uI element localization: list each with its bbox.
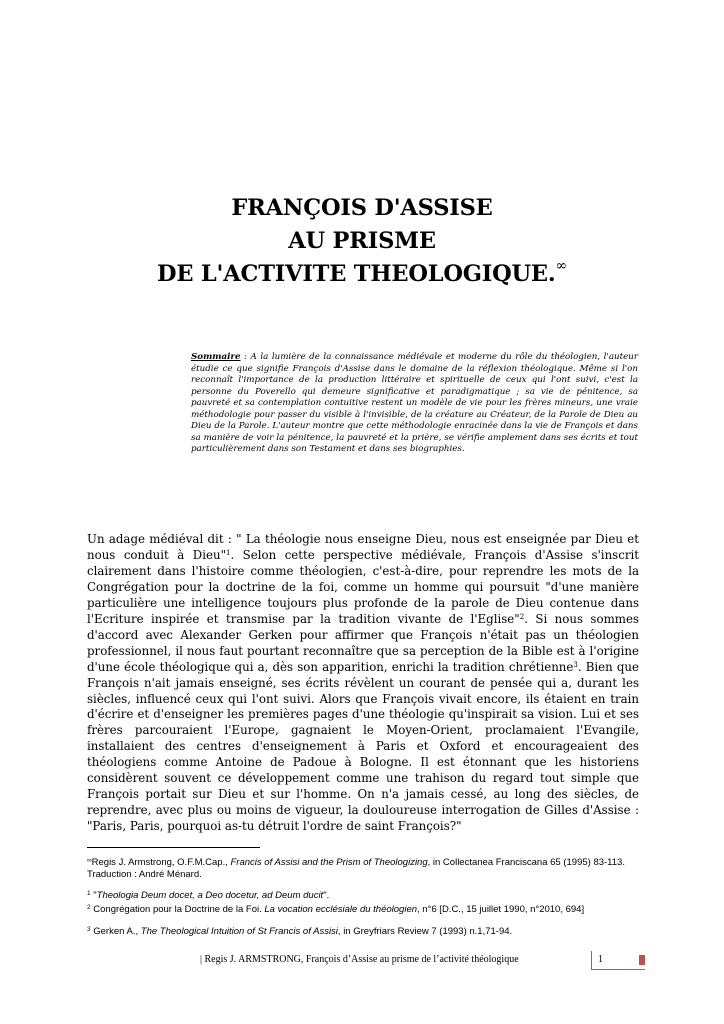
footnote-number-1: 1 — [87, 890, 91, 897]
page-number-box — [591, 951, 645, 970]
footnote-2 — [87, 904, 639, 916]
footnote-2-text: Congrégation pour la Doctrine de la Foi. — [90, 904, 265, 915]
footnote-1-end: ". — [323, 890, 330, 901]
body-text-1: Un adage médiéval dit : " La théologie nous enseigne Dieu, nous est enseignée par Dieu et nous conduit à Dieu" — [87, 532, 639, 562]
summary-text: : A la lumière de la connaissance médiévale et moderne du rôle du théologien, l'auteur étudie ce que signifie François d'Assise dans le domaine de la réflexion théologique. Même si l'on reconnaît l'importance de la production littéraire et spirituelle de ceux qui l'ont suivi, c'est la personne du Poverello qui demeure significative et paradigmatique ; sa vie de pénitence, sa pauvreté et sa contemplation contuitive restent un modèle de vie pour les frères mineurs, une vraie méthodologie pour passer du visible à l'invisible, de la créature au Créateur, de la Parole de Dieu au Dieu de la Parole. L'auteur montre que cette méthodologie enracinée dans la vie de François et dans sa manière de voir la pénitence, la pauvreté et la prière, se vérifie amplement dans ses écrits et tout particulièrement dans son Testament et dans ses biographies. — [191, 352, 638, 454]
footnote-3-ref: , in Greyfriars Review 7 (1993) n.1,71-94. — [337, 926, 513, 937]
footnote-3-text: Gerken A., — [90, 926, 141, 937]
page-number: 1 — [598, 954, 603, 965]
body-text-2: . Selon cette perspective médiévale, François d'Assise s'inscrit clairement dans l'histoire comme théologien, c'est-à-dire, pour reprendre les mots de la Congrégation pour la doctrine de la foi, comme un homme qui poursuit "d'une manière particulière une intelligence toujours plus profonde de la parole de Dieu contenue dans l'Ecriture inspirée et transmise par la tradition vivante de l'Eglise" — [87, 547, 639, 626]
footer-running-title: | Regis J. ARMSTRONG, François d’Assise au prisme de l’activité théologique — [200, 954, 519, 965]
footnote-1-quote: Theologia Deum docet, a Deo docetur, ad Deum ducit — [96, 890, 324, 901]
footnote-1 — [87, 890, 639, 902]
footnote-separator — [87, 847, 260, 848]
body-text-4: . Bien que François n'ait jamais enseigné, ses écrits révèlent un courant de pensée qui a, durant les siècles, influencé ceux qui l'ont suivi. Alors que François vivait encore, ils étaient en train d'écrire et d'enseigner les premières pages d'une théologie qu'inspirait sa vision. Lui et ses frères parcouraient l'Europe, gagnaient le Moyen-Orient, proclamaient l'Evangile, installaient des centres d'enseignement à Paris et Oxford et encourageaient des théologiens comme Antoine de Padoue à Bologne. Il est étonnant que les historiens considèrent souvent ce développement comme une trahison du regard tout simple que François portait sur Dieu et sur l'homme. On n'a jamais cessé, au long des siècles, de reprendre, avec plus ou moins de vigueur, la douloureuse interrogation de Gilles d'Assise : "Paris, Paris, pourquoi as-tu détruit l'ordre de saint François?" — [87, 659, 639, 834]
document-title — [90, 192, 634, 291]
summary-label: Sommaire — [191, 352, 241, 362]
footnote-source-title: Francis of Assisi and the Prism of Theologizing — [230, 857, 428, 868]
title-line-2: AU PRISME — [288, 228, 436, 254]
footnote-ref-2: 2 — [519, 612, 525, 621]
footnote-number-3: 3 — [87, 926, 91, 933]
footnote-source-text: Regis J. Armstrong, O.F.M.Cap., — [91, 857, 231, 868]
footnote-source-ref: , in Collectanea Franciscana 65 (1995) 83-113. Traduction : André Ménard. — [87, 857, 625, 880]
title-footnote-mark: ∞ — [555, 258, 567, 274]
title-line-3-text: DE L'ACTIVITE THEOLOGIQUE. — [157, 261, 556, 287]
footnote-mark: ∞ — [87, 857, 92, 864]
body-paragraph — [87, 532, 639, 835]
footer-accent-mark — [639, 955, 645, 965]
footnote-2-ref: , n°6 [D.C., 15 juillet 1990, n°2010, 694] — [417, 904, 585, 915]
body-text-3: . Si nous sommes d'accord avec Alexander Gerken pour affirmer que François n'était pas un théologien professionnel, il nous faut pourtant reconnaître que sa perception de la Bible est à l'origine d'une école théologique qui a, dès son apparition, enrichi la tradition chrétienne — [87, 611, 639, 674]
footnote-ref-1: 1 — [226, 548, 231, 557]
footnote-1-text: " — [90, 890, 97, 901]
footnote-3 — [87, 926, 639, 938]
footnote-ref-3: 3 — [573, 660, 578, 669]
title-line-3 — [90, 258, 634, 291]
footnote-source — [87, 857, 639, 880]
title-line-1: FRANÇOIS D'ASSISE — [231, 195, 493, 221]
summary-abstract — [191, 352, 638, 456]
footnote-number-2: 2 — [87, 904, 91, 911]
page-footer — [200, 951, 645, 971]
footnote-3-title: The Theological Intuition of St Francis of Assisi — [140, 926, 338, 937]
footnote-2-title: La vocation ecclésiale du théologien — [264, 904, 418, 915]
